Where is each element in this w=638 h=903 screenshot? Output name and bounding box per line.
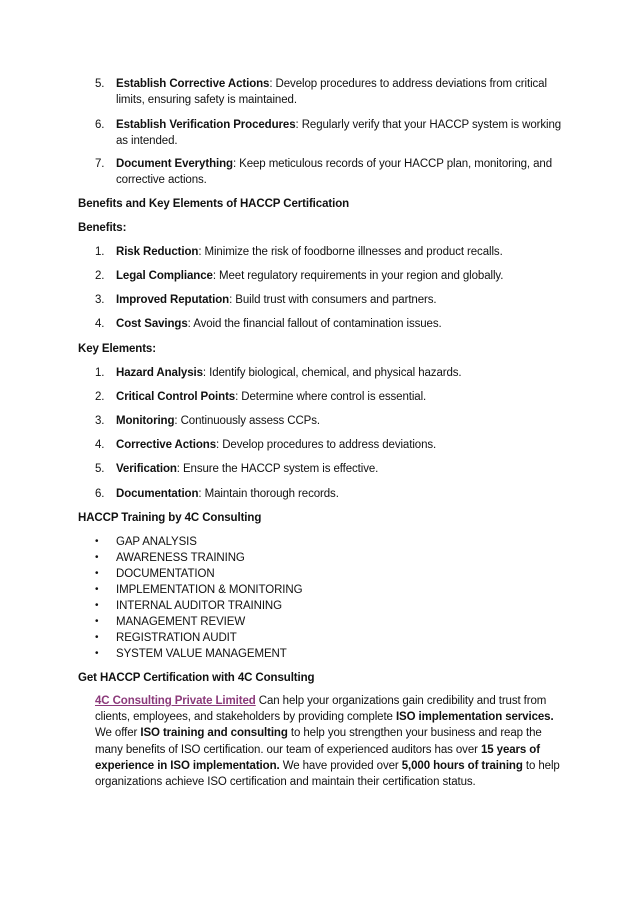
list-term: Document Everything [116, 158, 233, 170]
list-number: 7. [95, 158, 105, 170]
list-number: 5. [95, 463, 105, 475]
list-term: Corrective Actions [116, 439, 217, 451]
closing-bold: 5,000 hours of training [401, 759, 523, 772]
list-number: 3. [95, 415, 105, 427]
list-text [116, 413, 566, 429]
closing-bold: ISO implementation services. [395, 711, 554, 724]
list-number: 3. [95, 294, 105, 306]
list-desc: : Keep meticulous records of your HACCP plan, monitoring, and corrective actions. [116, 158, 552, 186]
closing-text: to help organizations achieve ISO certification and maintain their certification status. [95, 759, 560, 789]
bullet-icon: • [95, 584, 99, 595]
list-desc: : Regularly verify that your HACCP system is working as intended. [116, 119, 562, 147]
list-term: Documentation [116, 488, 199, 500]
list-number: 1. [95, 367, 105, 379]
bullet-icon: • [95, 552, 99, 563]
list-number: 1. [95, 246, 105, 258]
closing-bold: 15 years of experience in ISO implementation. [95, 743, 540, 772]
bullet-text: REGISTRATION AUDIT [116, 632, 237, 644]
closing-bold: ISO training and consulting [140, 727, 288, 740]
bullet-icon: • [95, 648, 99, 659]
list-desc: : Identify biological, chemical, and physical hazards. [202, 367, 462, 379]
bullet-text: IMPLEMENTATION & MONITORING [116, 584, 303, 596]
list-desc: : Continuously assess CCPs. [174, 415, 320, 427]
list-term: Verification [116, 463, 177, 475]
bullet-text: AWARENESS TRAINING [116, 552, 245, 564]
bullet-text: MANAGEMENT REVIEW [116, 616, 246, 628]
bullet-icon: • [95, 568, 99, 579]
list-number: 4. [95, 318, 105, 330]
bullet-icon: • [95, 536, 99, 547]
list-text [116, 268, 566, 284]
list-desc: : Build trust with consumers and partners. [229, 294, 437, 306]
list-text [116, 156, 566, 188]
company-link[interactable]: 4C Consulting Private Limited [95, 695, 256, 707]
list-text [116, 461, 566, 477]
list-term: Establish Corrective Actions [116, 78, 270, 90]
list-number: 2. [95, 270, 105, 282]
list-desc: : Develop procedures to address deviations. [216, 439, 437, 451]
closing-text: We offer [95, 727, 141, 740]
list-desc: : Develop procedures to address deviations from critical limits, ensuring safety is maintained. [116, 78, 547, 106]
list-text [116, 316, 566, 332]
list-term: Hazard Analysis [116, 367, 203, 379]
list-number: 6. [95, 488, 105, 500]
list-desc: : Meet regulatory requirements in your region and globally. [212, 270, 504, 282]
bullet-icon: • [95, 600, 99, 611]
list-number: 4. [95, 439, 105, 451]
list-text [116, 244, 566, 260]
list-term: Monitoring [116, 415, 175, 427]
closing-text: to help you strengthen your business and reap the many benefits of ISO certification. our team of experienced auditors has over [95, 727, 542, 756]
list-desc: : Maintain thorough records. [198, 488, 339, 500]
list-term: Establish Verification Procedures [116, 119, 296, 131]
list-text [116, 292, 566, 308]
bullet-icon: • [95, 616, 99, 627]
list-term: Risk Reduction [116, 246, 199, 258]
bullet-text: INTERNAL AUDITOR TRAINING [116, 600, 282, 612]
list-term: Cost Savings [116, 318, 188, 330]
list-term: Legal Compliance [116, 270, 213, 282]
list-desc: : Minimize the risk of foodborne illnesses and product recalls. [198, 246, 503, 258]
bullet-text: DOCUMENTATION [116, 568, 215, 580]
bullet-icon: • [95, 632, 99, 643]
closing-text: Can help your organizations gain credibility and trust from clients, employees, and stakeholders by providing complete [95, 695, 547, 724]
list-desc: : Avoid the financial fallout of contamination issues. [187, 318, 442, 330]
list-term: Critical Control Points [116, 391, 236, 403]
subheading-benefits: Benefits: [78, 222, 127, 234]
list-number: 5. [95, 78, 105, 90]
list-text [116, 389, 566, 405]
subheading-key-elements: Key Elements: [78, 343, 156, 355]
list-desc: : Ensure the HACCP system is effective. [176, 463, 379, 475]
list-term: Improved Reputation [116, 294, 230, 306]
closing-paragraph [95, 693, 560, 790]
section-heading: HACCP Training by 4C Consulting [78, 512, 262, 524]
list-text [116, 365, 566, 381]
bullet-text: GAP ANALYSIS [116, 536, 197, 548]
list-number: 2. [95, 391, 105, 403]
section-heading: Get HACCP Certification with 4C Consulting [78, 672, 315, 684]
list-text [116, 117, 566, 149]
list-text [116, 486, 566, 502]
list-text [116, 437, 566, 453]
closing-text: We have provided over [279, 759, 402, 772]
list-number: 6. [95, 119, 105, 131]
section-heading: Benefits and Key Elements of HACCP Certification [78, 198, 350, 210]
bullet-text: SYSTEM VALUE MANAGEMENT [116, 648, 287, 660]
list-desc: : Determine where control is essential. [235, 391, 427, 403]
list-text [116, 76, 566, 108]
